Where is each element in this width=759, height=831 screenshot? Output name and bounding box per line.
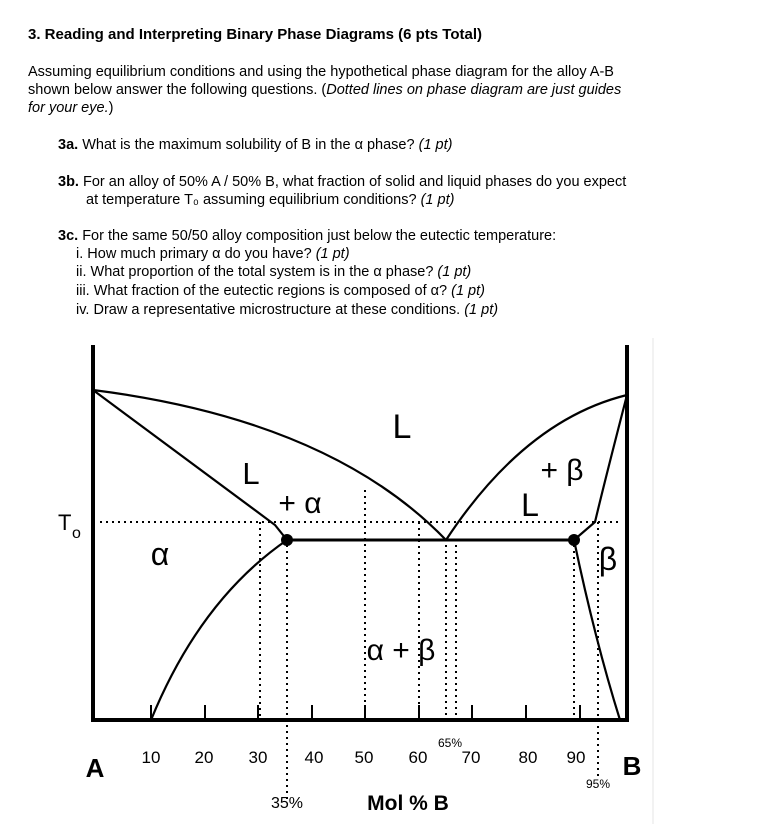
tick-label-30: 30 (248, 748, 268, 767)
question-3a-number: 3a. (58, 137, 79, 153)
tick-label-50: 50 (354, 748, 374, 767)
item-text: What fraction of the eutectic regions is composed of α? (93, 283, 448, 299)
tick-label-80: 80 (518, 748, 538, 767)
item-number: iii. (76, 283, 90, 299)
intro-guide-note: Dotted lines on phase diagram are just guides (326, 82, 622, 98)
item-text: Draw a representative microstructure at these conditions. (93, 302, 461, 318)
item-points: (1 pt) (315, 246, 350, 262)
temperature-subscript: o (72, 525, 81, 542)
tick-label-40: 40 (304, 748, 324, 767)
question-3b-text-2: at temperature T₀ assuming equilibrium conditions? (86, 192, 417, 208)
tick-label-10: 10 (141, 748, 161, 767)
item-points: (1 pt) (451, 283, 485, 299)
item-points: (1 pt) (464, 302, 499, 318)
alpha-region-label: α (150, 536, 170, 572)
item-number: iv. (76, 302, 90, 318)
item-number: i. (76, 246, 84, 262)
callout-35-percent: 35% (270, 795, 304, 812)
tick-label-70: 70 (461, 748, 481, 767)
beta-region-label: β (598, 541, 618, 577)
l-beta-region-label-top: + β (540, 454, 584, 487)
alpha-beta-region-label: α + β (366, 634, 436, 667)
intro-line-1: Assuming equilibrium conditions and using the hypothetical phase diagram for the alloy A-B (28, 64, 614, 80)
l-alpha-region-label-bottom: + α (278, 487, 322, 520)
intro-line-2: shown below answer the following questions. ( (28, 82, 327, 98)
component-a-label: A (85, 753, 105, 783)
question-3b-points: (1 pt) (420, 192, 455, 208)
item-number: ii. (76, 264, 87, 280)
question-3c-number: 3c. (58, 228, 79, 244)
item-text: How much primary α do you have? (87, 246, 312, 262)
alpha-max-solubility-point (281, 534, 293, 546)
liquid-region-label: L (392, 408, 412, 446)
question-3a-text: What is the maximum solubility of B in the α phase? (82, 137, 415, 153)
tick-label-60: 60 (408, 748, 428, 767)
intro-line-3: for your eye. (28, 100, 109, 116)
tick-label-90: 90 (566, 748, 586, 767)
l-beta-region-label-bottom: L (521, 487, 539, 523)
component-b-label: B (622, 751, 642, 781)
callout-65-percent: 65% (437, 736, 463, 750)
x-axis-title: Mol % B (367, 792, 449, 815)
question-3a-points: (1 pt) (418, 137, 453, 153)
tick-label-20: 20 (194, 748, 214, 767)
beta-max-solubility-point (568, 534, 580, 546)
question-3c-text: For the same 50/50 alloy composition just below the eutectic temperature: (82, 228, 557, 244)
solvus-left (151, 540, 287, 720)
temperature-label: T (58, 510, 72, 535)
item-text: What proportion of the total system is in the α phase? (90, 264, 434, 280)
problem-title: 3. Reading and Interpreting Binary Phase Diagrams (6 pts Total) (28, 26, 482, 43)
question-3b-text: For an alloy of 50% A / 50% B, what fraction of solid and liquid phases do you expect (82, 174, 627, 190)
question-3b-number: 3b. (58, 174, 79, 190)
l-alpha-region-label-top: L (242, 456, 260, 491)
item-points: (1 pt) (437, 264, 472, 280)
intro-line-3-end: ) (108, 100, 114, 116)
callout-95-percent: 95% (585, 777, 611, 791)
